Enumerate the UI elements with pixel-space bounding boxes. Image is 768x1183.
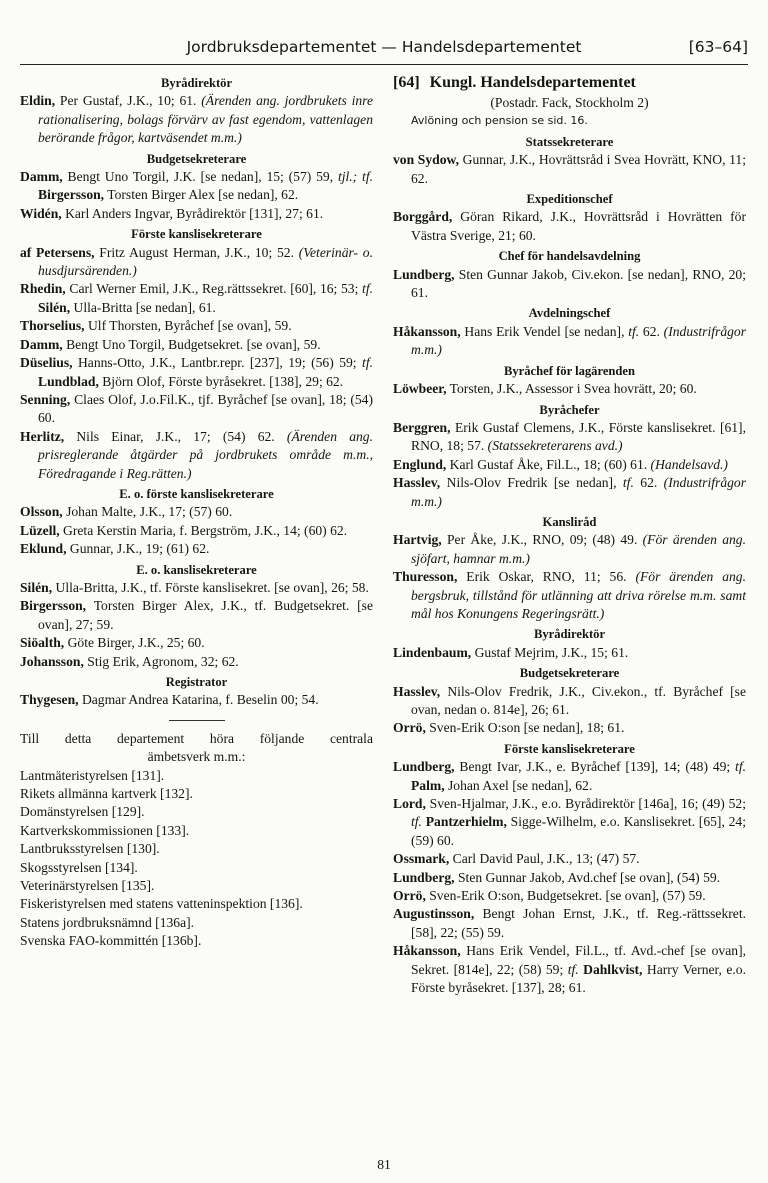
entry-note: tf.: [622, 475, 634, 491]
agency-list: [20, 767, 373, 951]
entry-note: (För ärenden ang. sjöfart, hamnar m.m.): [411, 532, 746, 566]
entry-text: Göran Rikard, J.K., Hovrättsråd i Hovrätten för Västra Sverige, 21; 60.: [411, 209, 746, 243]
entry-text: Dagmar Andrea Katarina, f. Beselin 00; 54.: [78, 692, 319, 708]
entry-text-secondary: Ulla-Britta [se nedan], 61.: [70, 299, 216, 315]
entry: [393, 644, 746, 662]
entry-text: Stig Erik, Agronom, 32; 62.: [83, 653, 239, 669]
entry-text: Karl Anders Ingvar, Byrådirektör [131], 27; 61.: [61, 205, 324, 221]
entry: [20, 354, 373, 391]
entry-name: Thygesen,: [20, 692, 79, 708]
running-head: [20, 38, 748, 64]
entry-note: (Ärenden ang. prisreglerande åtgärder på jordbrukets område m.m., Föredragande i Reg.rätten.): [38, 428, 373, 481]
entry-text: Karl Gustaf Åke, Fil.L., 18; (60) 61.: [446, 456, 651, 472]
entry-note: tf.: [567, 961, 579, 977]
agency-item: Kartverkskommissionen [133].: [20, 822, 190, 838]
entry-text: Erik Gustaf Clemens, J.K., Förste kanslisekret. [61], RNO, 18; 57.: [411, 419, 746, 454]
entry: [20, 691, 373, 709]
entry-text: Göte Birger, J.K., 25; 60.: [64, 635, 205, 651]
entry: [393, 869, 746, 887]
entry-name: Silén,: [20, 579, 53, 595]
section-heading: Budgetsekreterare: [519, 666, 620, 681]
entry: [393, 208, 746, 245]
entry-name: Ossmark,: [393, 851, 450, 867]
entry-text: Gunnar, J.K., Hovrättsråd i Svea Hovrätt, KNO, 11; 62.: [411, 152, 747, 186]
entry-note: tf.: [362, 355, 373, 371]
entry: [20, 522, 373, 540]
entry-text: Bengt Uno Torgil, J.K. [se nedan], 15; (57) 59,: [62, 169, 338, 185]
right-column: [393, 72, 746, 998]
entry: [393, 795, 746, 850]
department-salary-note: Avlöning och pension se sid. 16.: [411, 114, 588, 128]
agency-item: Lantmäteristyrelsen [131].: [20, 767, 165, 783]
entry-text: Sten Gunnar Jakob, Avd.chef [se ovan], (54) 59.: [454, 869, 721, 885]
entry-text: Bengt Johan Ernst, J.K., tf. Reg.-rättssekret. [58], 22; (55) 59.: [411, 906, 746, 940]
entry-name: Damm,: [20, 169, 63, 185]
entry: [393, 905, 746, 942]
entry: [393, 942, 746, 997]
entry-name: Håkansson,: [393, 943, 461, 959]
entry-name: Widén,: [20, 205, 62, 221]
entry-note-secondary: (Industrifrågor m.m.): [411, 475, 746, 509]
section-heading: Chef för handelsavdelning: [498, 249, 641, 264]
entry-text: Nils Einar, J.K., 17; (54) 62.: [64, 428, 287, 444]
entry: [393, 323, 746, 360]
section-heading: Byrådirektör: [533, 627, 606, 642]
entry-name: Thorselius,: [20, 318, 85, 334]
entry-note: tf.: [628, 323, 640, 339]
agencies-intro: [20, 730, 373, 767]
entry-note: (Statssekreterarens avd.): [487, 438, 623, 454]
entry: [393, 380, 746, 398]
entry-name: Englund,: [393, 456, 447, 472]
entry-text-secondary: Sigge-Wilhelm, e.o. Kanslisekret. [65], 24; (59) 60.: [411, 814, 746, 848]
section-heading: Förste kanslisekreterare: [504, 741, 635, 756]
entry-text: Gustaf Mejrim, J.K., 15; 61.: [471, 644, 629, 660]
department-number: [64]: [393, 74, 420, 91]
entry-text-secondary: Torsten Birger Alex [se nedan], 62.: [104, 187, 299, 203]
entry: [393, 419, 746, 456]
entry: [393, 531, 746, 568]
section-heading: Statssekreterare: [525, 134, 614, 149]
entry-name: Düselius,: [20, 355, 73, 371]
header-rule: [20, 64, 748, 65]
entry-text: Claes Olof, J.o.Fil.K., tjf. Byråchef [se ovan], 18; (54) 60.: [38, 391, 373, 426]
entry-text-secondary: Johan Axel [se nedan], 62.: [444, 777, 593, 793]
entry: [393, 456, 746, 474]
section-heading: Avdelningschef: [528, 306, 611, 321]
entry-name: Håkansson,: [393, 323, 461, 339]
section-heading: Byråchef för lagärenden: [503, 363, 636, 378]
entry-name: Birgersson,: [20, 598, 87, 614]
section-heading: Budgetsekreterare: [146, 151, 247, 166]
entry: [20, 92, 373, 147]
entry-name: Thuresson,: [393, 569, 458, 585]
entry-text-secondary: Harry Verner, e.o. Förste byråsekret. [137], 28; 61.: [411, 961, 746, 996]
agency-item: Statens jordbruksnämnd [136a].: [20, 914, 195, 930]
entry: [393, 151, 746, 188]
entry-text: Carl David Paul, J.K., 13; (47) 57.: [449, 851, 640, 867]
entry-text: Bengt Ivar, J.K., e. Byråchef [139], 14; (48) 49;: [454, 759, 736, 775]
entry-name-secondary: Lundblad,: [38, 373, 99, 389]
entry: [393, 568, 746, 623]
department-address: (Postadr. Fack, Stockholm 2): [490, 95, 649, 110]
entry: [393, 719, 746, 737]
entry-text-secondary: 62.: [639, 323, 664, 339]
entry-name-secondary: Birgersson,: [38, 187, 105, 203]
agency-item: Lantbruksstyrelsen [130].: [20, 841, 160, 857]
entry-text: Carl Werner Emil, J.K., Reg.rättssekret. [60], 16; 53;: [65, 281, 363, 297]
entry-note: tf.: [362, 281, 373, 297]
entry-text: Johan Malte, J.K., 17; (57) 60.: [62, 504, 233, 520]
entry-text: Ulla-Britta, J.K., tf. Förste kanslisekret. [se ovan], 26; 58.: [52, 579, 369, 595]
entry: [20, 168, 373, 205]
entry: [20, 597, 373, 634]
entry-name: Orrö,: [393, 720, 426, 736]
agency-item: Fiskeristyrelsen med statens vatteninspektion [136].: [20, 896, 303, 912]
entry-name: Eklund,: [20, 541, 67, 557]
entry-name: Senning,: [20, 391, 71, 407]
running-head-pages: [63–64]: [688, 38, 748, 56]
entry-text: Hans Erik Vendel, Fil.L., tf. Avd.-chef [se ovan], Sekret. [814e], 22; (58) 59;: [411, 943, 746, 977]
entry: [20, 428, 373, 483]
entry-text: Greta Kerstin Maria, f. Bergström, J.K., 14; (60) 62.: [59, 522, 348, 538]
entry: [20, 205, 373, 223]
entry-text: Erik Oskar, RNO, 11; 56.: [457, 569, 636, 585]
entry: [20, 391, 373, 428]
entry-name: Löwbeer,: [393, 381, 447, 397]
entry: [20, 503, 373, 521]
entry-text: Per Gustaf, J.K., 10; 61.: [55, 93, 202, 109]
entry-name: Lundberg,: [393, 869, 455, 885]
entry-name: Hasslev,: [393, 683, 441, 699]
entry-note: tjl.; tf.: [337, 169, 373, 185]
entry-name: Orrö,: [393, 888, 426, 904]
entry: [20, 336, 373, 354]
entry-name-secondary: Silén,: [38, 299, 71, 315]
running-head-title: Jordbruksdepartementet — Handelsdepartementet: [186, 38, 582, 56]
entry-text: Nils-Olov Fredrik [se nedan],: [440, 475, 623, 491]
entry-name: Eldin,: [20, 93, 56, 109]
entry-text: Nils-Olov Fredrik, J.K., Civ.ekon., tf. Byråchef [se ovan, nedan o. 814e], 26; 61.: [411, 683, 746, 717]
entry-note: tf.: [735, 759, 746, 775]
entry: [393, 887, 746, 905]
entry-name-secondary: Palm,: [411, 777, 445, 793]
entry-text-secondary: 62.: [633, 475, 664, 491]
entry: [393, 850, 746, 868]
entry-text-secondary: Björn Olof, Förste byråsekret. [138], 29; 62.: [98, 373, 344, 389]
section-separator: [169, 720, 225, 721]
entry-note-secondary: (Industrifrågor m.m.): [411, 323, 746, 358]
section-heading: E. o. kanslisekreterare: [136, 562, 257, 577]
left-column: [20, 72, 373, 951]
entry-name: Rhedin,: [20, 281, 66, 297]
entry: [393, 474, 746, 511]
entry-text: Gunnar, J.K., 19; (61) 62.: [66, 541, 210, 557]
entry-name: Herlitz,: [20, 428, 65, 444]
agency-item: Rikets allmänna kartverk [132].: [20, 786, 193, 802]
agency-item: Skogsstyrelsen [134].: [20, 859, 138, 875]
entry-name: Augustinsson,: [393, 906, 475, 922]
entry-note: (Veterinär- o. husdjursärenden.): [38, 244, 373, 279]
section-heading: Expeditionschef: [526, 192, 613, 207]
entry: [20, 317, 373, 335]
entry-name: Lundberg,: [393, 266, 455, 282]
entry-name: von Sydow,: [393, 152, 459, 168]
entry-note: tf.: [411, 814, 422, 830]
section-heading: Registrator: [165, 675, 228, 689]
entry-name: Johansson,: [20, 653, 84, 669]
entry-name-secondary: Dahlkvist,: [578, 961, 643, 977]
department-title: Kungl. Handelsdepartementet: [429, 74, 636, 91]
entry-text: Hanns-Otto, J.K., Lantbr.repr. [237], 19; (56) 59;: [72, 355, 363, 371]
section-heading: Byråchefer: [539, 402, 600, 417]
entry-text: Fritz August Herman, J.K., 10; 52.: [94, 244, 299, 260]
entry-name: Lindenbaum,: [393, 644, 472, 660]
entry: [20, 634, 373, 652]
entry: [20, 540, 373, 558]
agencies-intro-line2: ämbetsverk m.m.:: [147, 749, 246, 765]
entry-text: Sven-Erik O:son [se nedan], 18; 61.: [425, 720, 625, 736]
section-heading: Byrådirektör: [160, 76, 233, 90]
entry-text: Per Åke, J.K., RNO, 09; (48) 49.: [441, 532, 643, 548]
entry: [20, 244, 373, 281]
entry-name: Berggren,: [393, 419, 451, 435]
agencies-intro-line1: Till detta departement höra följande centrala: [20, 730, 373, 746]
entry-name-secondary: Pantzerhielm,: [421, 814, 507, 830]
entry-note: (För ärenden ang. bergsbruk, tillstånd för utlänning att driva rörelse m.m. samt mål hos Konungens Regeringsrätt.): [411, 569, 747, 621]
left-sections: [20, 74, 373, 710]
section-heading: Förste kanslisekreterare: [131, 227, 262, 242]
department-heading: [393, 72, 746, 94]
section-heading: E. o. förste kanslisekreterare: [119, 486, 274, 501]
entry-text: Sten Gunnar Jakob, Civ.ekon. [se nedan], RNO, 20; 61.: [411, 266, 746, 301]
entry-name: Lord,: [393, 796, 426, 812]
entry: [393, 266, 746, 303]
entry-name: Damm,: [20, 336, 63, 352]
entry-text: Torsten Birger Alex, J.K., tf. Budgetsekret. [se ovan], 27; 59.: [38, 598, 373, 632]
entry-text: Sven-Erik O:son, Budgetsekret. [se ovan], (57) 59.: [425, 888, 706, 904]
right-sections: [393, 133, 746, 998]
entry-name: Olsson,: [20, 504, 63, 520]
entry-name: Lundberg,: [393, 759, 455, 775]
entry-name: af Petersens,: [20, 244, 95, 260]
entry: [393, 683, 746, 720]
agency-item: Domänstyrelsen [129].: [20, 804, 145, 820]
entry-text: Bengt Uno Torgil, Budgetsekret. [se ovan], 59.: [62, 336, 321, 352]
entry-name: Hartvig,: [393, 532, 442, 548]
entry: [393, 758, 746, 795]
entry-note: (Handelsavd.): [650, 456, 728, 472]
entry-name: Lüzell,: [20, 522, 60, 538]
entry-name: Siöalth,: [20, 635, 65, 651]
entry-text: Hans Erik Vendel [se nedan],: [460, 323, 629, 339]
entry: [20, 280, 373, 317]
entry: [20, 653, 373, 671]
entry-name: Borggård,: [393, 209, 453, 225]
page-number: 81: [377, 1157, 391, 1172]
entry-note: (Ärenden ang. jordbrukets inre rationalisering, bolags förvärv av fast egendom, vattenlagen berörande frågor, kartväsendet m.m.): [38, 93, 373, 146]
agency-item: Svenska FAO-kommittén [136b].: [20, 933, 202, 949]
entry-text: Ulf Thorsten, Byråchef [se ovan], 59.: [84, 318, 292, 334]
entry-name: Hasslev,: [393, 475, 441, 491]
agency-item: Veterinärstyrelsen [135].: [20, 878, 155, 894]
entry-text: Sven-Hjalmar, J.K., e.o. Byrådirektör [146a], 16; (49) 52;: [425, 796, 746, 812]
section-heading: Kansliråd: [542, 514, 597, 529]
entry-text: Torsten, J.K., Assessor i Svea hovrätt, 20; 60.: [446, 381, 697, 397]
entry: [20, 579, 373, 597]
